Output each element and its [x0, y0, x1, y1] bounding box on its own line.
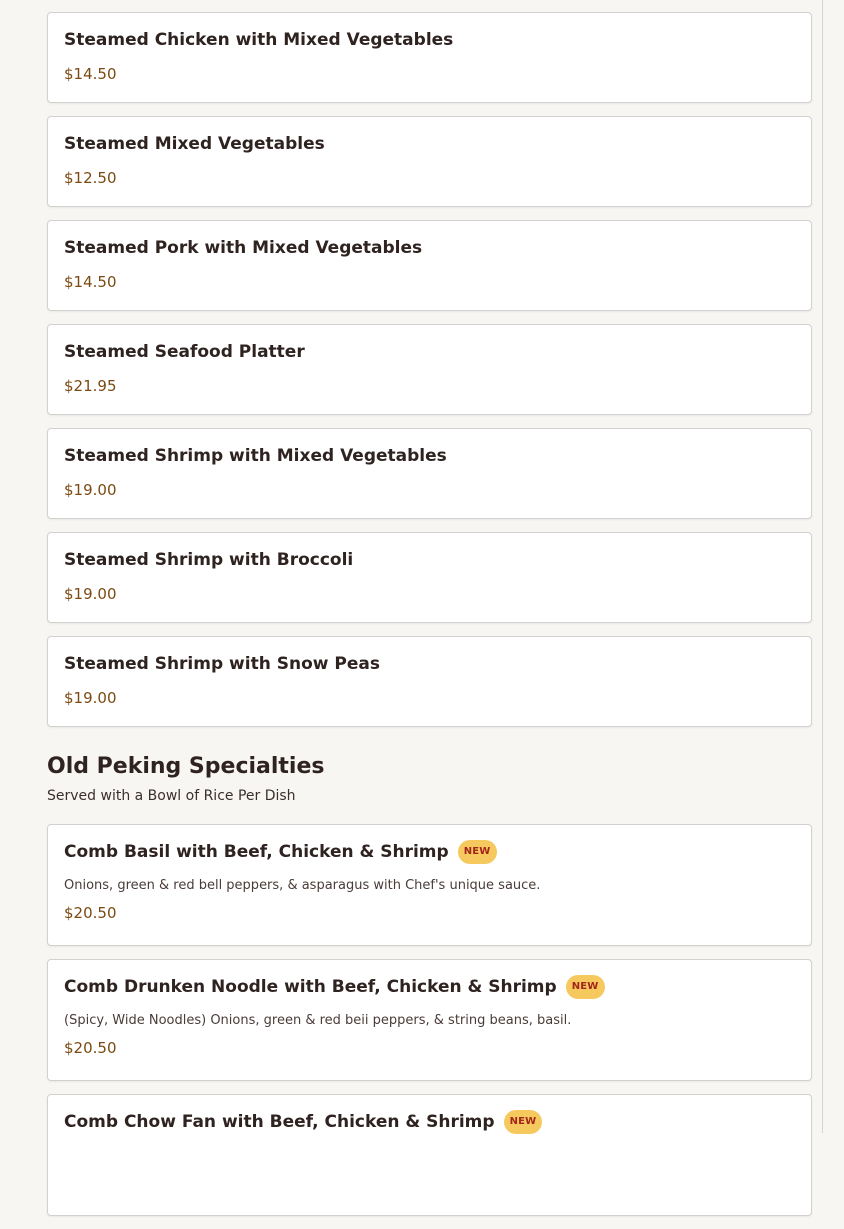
menu-item-name: Steamed Shrimp with Broccoli	[64, 550, 354, 570]
section-subtitle: Served with a Bowl of Rice Per Dish	[47, 788, 296, 804]
menu-item-name: Comb Basil with Beef, Chicken & Shrimp	[64, 842, 449, 862]
menu-item-price: $20.50	[64, 904, 117, 922]
menu-item-card[interactable]	[47, 116, 812, 207]
scroll-divider	[822, 0, 823, 1133]
menu-item-name: Steamed Pork with Mixed Vegetables	[64, 238, 423, 258]
menu-item-card[interactable]	[47, 428, 812, 519]
menu-item-price: $19.00	[64, 585, 117, 603]
menu-item-price: $12.50	[64, 169, 117, 187]
menu-item-card[interactable]	[47, 324, 812, 415]
menu-column	[47, 12, 812, 1229]
menu-item-description: (Spicy, Wide Noodles) Onions, green & red beii peppers, & string beans, basil.	[64, 1013, 572, 1028]
menu-item-description: Onions, green & red bell peppers, & asparagus with Chef's unique sauce.	[64, 878, 541, 893]
menu-item-price: $14.50	[64, 65, 117, 83]
menu-item-card[interactable]	[47, 220, 812, 311]
menu-item-name: Steamed Mixed Vegetables	[64, 134, 325, 154]
menu-item-card[interactable]	[47, 824, 812, 946]
menu-item-card[interactable]	[47, 532, 812, 623]
menu-item-name: Comb Chow Fan with Beef, Chicken & Shrimp	[64, 1112, 495, 1132]
menu-item-price: $20.50	[64, 1039, 117, 1057]
menu-item-card[interactable]	[47, 12, 812, 103]
menu-item-name: Comb Drunken Noodle with Beef, Chicken & Shrimp	[64, 977, 557, 997]
section-title: Old Peking Specialties	[47, 754, 325, 779]
menu-item-name: Steamed Chicken with Mixed Vegetables	[64, 30, 454, 50]
menu-item-price: $19.00	[64, 481, 117, 499]
new-badge: NEW	[504, 1110, 543, 1134]
menu-item-name: Steamed Seafood Platter	[64, 342, 305, 362]
menu-item-card[interactable]	[47, 959, 812, 1081]
new-badge: NEW	[458, 840, 497, 864]
menu-item-price: $14.50	[64, 273, 117, 291]
menu-item-price: $21.95	[64, 377, 117, 395]
menu-item-name: Steamed Shrimp with Mixed Vegetables	[64, 446, 447, 466]
menu-item-card[interactable]	[47, 1094, 812, 1216]
menu-item-card[interactable]	[47, 636, 812, 727]
menu-item-name: Steamed Shrimp with Snow Peas	[64, 654, 380, 674]
section-old-peking-specialties	[47, 754, 812, 1216]
menu-item-price: $19.00	[64, 689, 117, 707]
new-badge: NEW	[566, 975, 605, 999]
